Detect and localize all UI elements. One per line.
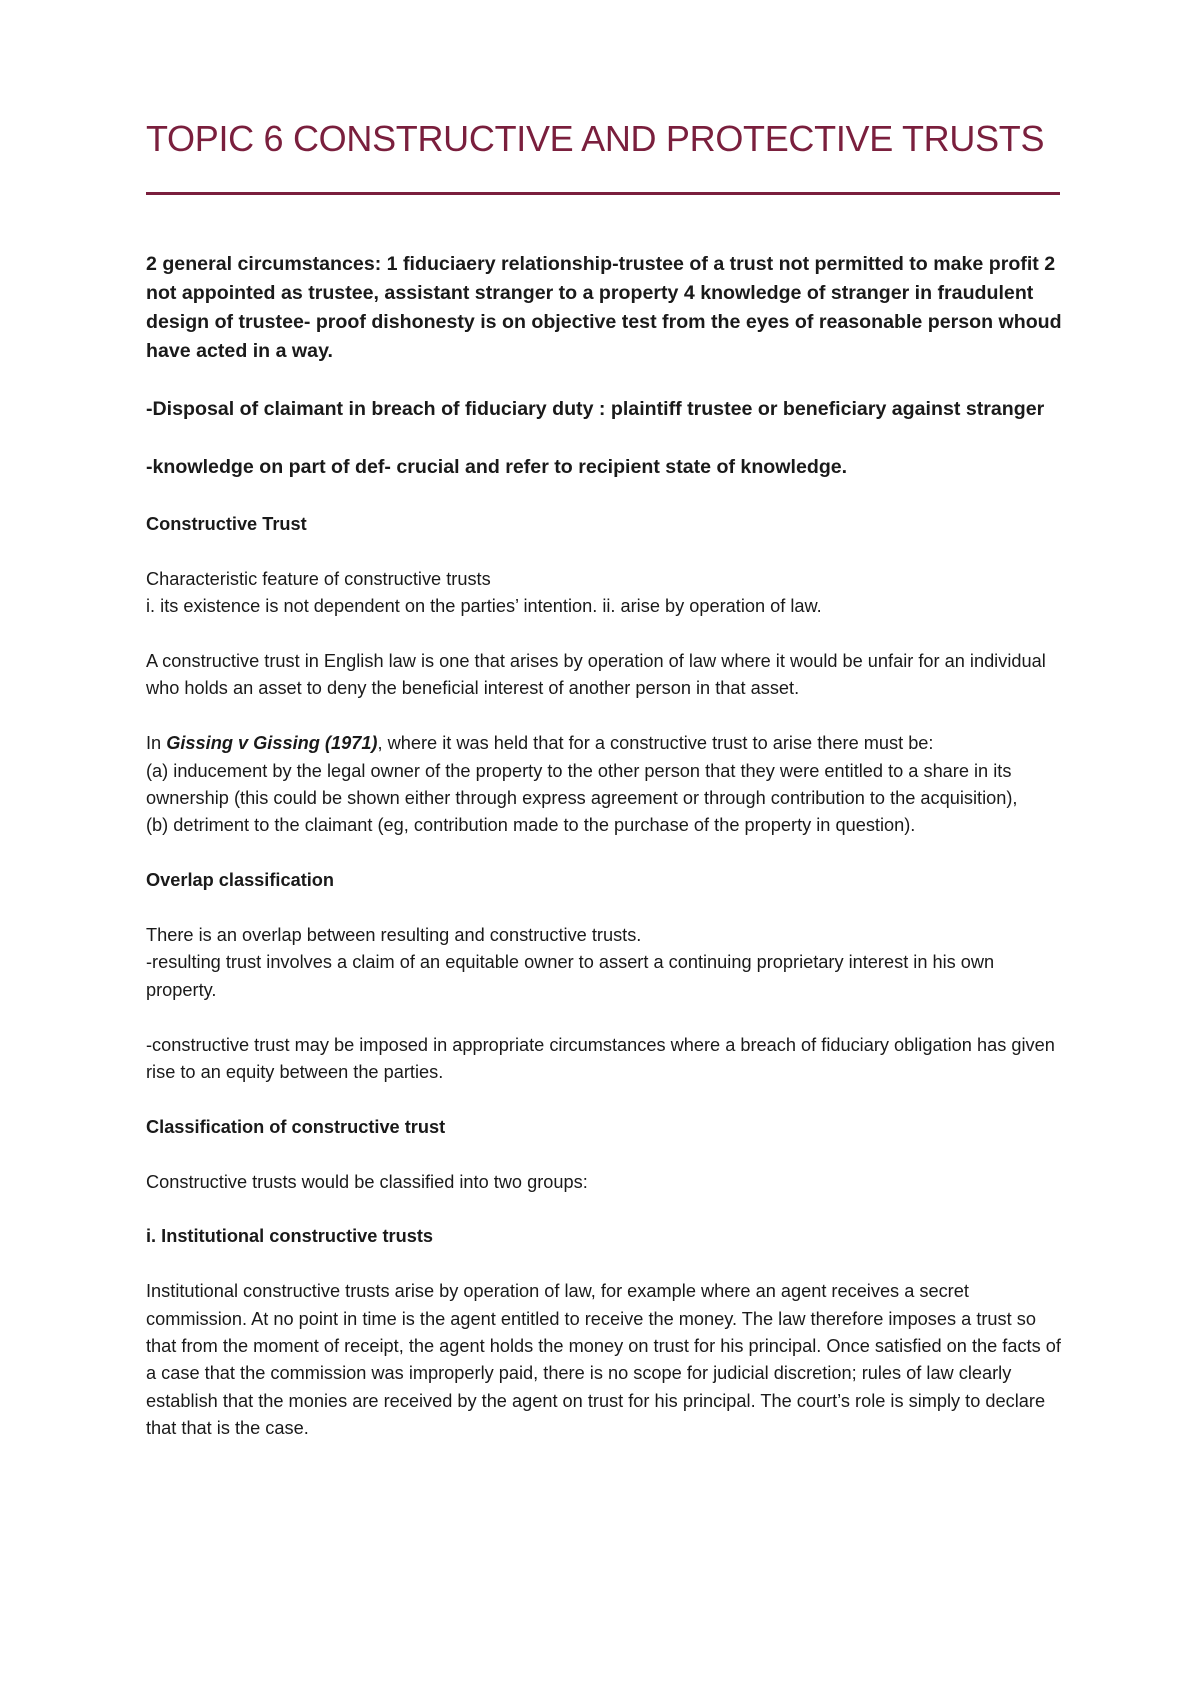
case-paragraph bbox=[146, 730, 1062, 840]
overlap-line-2: -resulting trust involves a claim of an equitable owner to assert a continuing proprietary interest in his own property. bbox=[146, 952, 995, 1000]
sub-heading-institutional: i. Institutional constructive trusts bbox=[146, 1226, 433, 1247]
feature-title: Characteristic feature of constructive trusts bbox=[146, 568, 491, 589]
section-heading-classification: Classification of constructive trust bbox=[146, 1116, 446, 1137]
case-name: Gissing v Gissing (1971) bbox=[166, 733, 378, 754]
intro-paragraph-3: -knowledge on part of def- crucial and refer to recipient state of knowledge. bbox=[146, 456, 848, 478]
case-suffix: , where it was held that for a constructive trust to arise there must be: bbox=[377, 733, 934, 754]
classification-intro: Constructive trusts would be classified into two groups: bbox=[146, 1171, 588, 1192]
case-point-b: (b) detriment to the claimant (eg, contribution made to the purchase of the property in question). bbox=[146, 815, 916, 836]
definition-paragraph: A constructive trust in English law is one that arises by operation of law where it would be unfair for an individual who holds an asset to deny the beneficial interest of another person in that asset. bbox=[146, 651, 1046, 699]
overlap-paragraph-2: -constructive trust may be imposed in appropriate circumstances where a breach of fiduciary obligation has given rise to an equity between the parties. bbox=[146, 1034, 1055, 1083]
section-heading-constructive-trust: Constructive Trust bbox=[146, 514, 307, 534]
case-point-a: (a) inducement by the legal owner of the property to the other person that they were entitled to a share in its ownership (this could be shown either through express agreement or through contribution to the acquisition), bbox=[146, 760, 1018, 809]
intro-paragraph-2: -Disposal of claimant in breach of fiduciary duty : plaintiff trustee or beneficiary against stranger bbox=[146, 398, 1045, 420]
page-title: TOPIC 6 CONSTRUCTIVE AND PROTECTIVE TRUSTS bbox=[146, 118, 1045, 159]
overlap-line-1: There is an overlap between resulting and constructive trusts. bbox=[146, 925, 642, 946]
intro-block bbox=[146, 250, 1062, 482]
feature-items: i. its existence is not dependent on the parties’ intention. ii. arise by operation of law. bbox=[146, 596, 822, 617]
case-prefix: In bbox=[146, 733, 167, 754]
overlap-paragraph-1 bbox=[146, 922, 1062, 1004]
intro-paragraph-1: 2 general circumstances: 1 fiduciaery relationship-trustee of a trust not permitted to make profit 2 not appointed as trustee, assistant stranger to a property 4 knowledge of stranger in fraudulent design of trustee- proof dishonesty is on objective test from the eyes of reasonable person whoud have acted in a way. bbox=[146, 253, 1062, 362]
section-heading-overlap: Overlap classification bbox=[146, 870, 335, 891]
document-body bbox=[146, 250, 1062, 1470]
feature-paragraph bbox=[146, 566, 1062, 621]
institutional-paragraph: Institutional constructive trusts arise by operation of law, for example where an agent receives a secret commission. At no point in time is the agent entitled to receive the money. The law therefore imposes a trust so that from the moment of receipt, the agent holds the money on trust for his principal. Once satisfied on the facts of a case that the commission was improperly paid, there is no scope for judicial discretion; rules of law clearly establish that the monies are received by the agent on trust for his principal. The court’s role is simply to declare that that is the case. bbox=[146, 1281, 1061, 1439]
title-divider bbox=[146, 192, 1060, 195]
